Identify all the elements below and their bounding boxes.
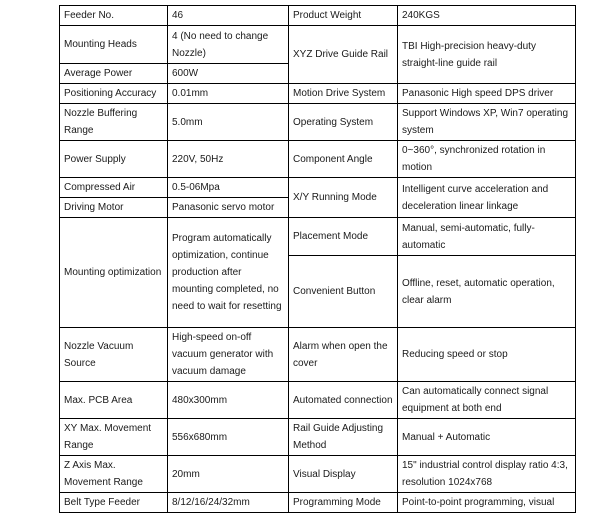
spec-value: 600W [168,64,289,84]
spec-label: Max. PCB Area [60,382,168,419]
spec-label: Feeder No. [60,6,168,26]
spec-label: Product Weight [289,6,398,26]
spec-label: Automated connection [289,382,398,419]
spec-value: 46 [168,6,289,26]
spec-value: Offline, reset, automatic operation, clear alarm [398,256,576,328]
table-row [60,382,576,419]
spec-label: Z Axis Max. Movement Range [60,456,168,493]
spec-label: Operating System [289,104,398,141]
spec-label: Visual Display [289,456,398,493]
spec-value: 4 (No need to change Nozzle) [168,26,289,64]
table-row [60,218,576,256]
spec-label: Mounting optimization [60,218,168,328]
spec-label: Average Power [60,64,168,84]
table-row [60,178,576,198]
spec-value: Support Windows XP, Win7 operating system [398,104,576,141]
table-row [60,6,576,26]
spec-value: 0~360°, synchronized rotation in motion [398,141,576,178]
table-row [60,456,576,493]
spec-label: Component Angle [289,141,398,178]
spec-value: 5.0mm [168,104,289,141]
spec-label: Compressed Air [60,178,168,198]
spec-label: XYZ Drive Guide Rail [289,26,398,84]
spec-value: 480x300mm [168,382,289,419]
spec-value: 15" industrial control display ratio 4:3, resolution 1024x768 [398,456,576,493]
spec-label: Programming Mode [289,493,398,513]
spec-value: Can automatically connect signal equipment at both end [398,382,576,419]
spec-label: Alarm when open the cover [289,328,398,382]
spec-label: Positioning Accuracy [60,84,168,104]
spec-label: XY Max. Movement Range [60,419,168,456]
spec-value: 240KGS [398,6,576,26]
table-row [60,493,576,513]
table-row [60,419,576,456]
spec-value: 20mm [168,456,289,493]
spec-label: Power Supply [60,141,168,178]
spec-label: Rail Guide Adjusting Method [289,419,398,456]
spec-label: Motion Drive System [289,84,398,104]
spec-value: Point-to-point programming, visual [398,493,576,513]
table-row [60,141,576,178]
spec-label: Belt Type Feeder [60,493,168,513]
spec-label: Mounting Heads [60,26,168,64]
table-row [60,328,576,382]
spec-label: X/Y Running Mode [289,178,398,218]
spec-value: TBI High-precision heavy-duty straight-line guide rail [398,26,576,84]
spec-value: Manual, semi-automatic, fully-automatic [398,218,576,256]
spec-table [59,5,576,513]
spec-value: 8/12/16/24/32mm [168,493,289,513]
spec-value: Panasonic servo motor [168,198,289,218]
spec-label: Nozzle Vacuum Source [60,328,168,382]
spec-value: 0.01mm [168,84,289,104]
spec-value: Intelligent curve acceleration and deceleration linear linkage [398,178,576,218]
spec-value: Reducing speed or stop [398,328,576,382]
table-row [60,26,576,64]
spec-value: 220V, 50Hz [168,141,289,178]
table-row [60,84,576,104]
table-row [60,104,576,141]
spec-value: Manual + Automatic [398,419,576,456]
spec-value: 556x680mm [168,419,289,456]
spec-label: Nozzle Buffering Range [60,104,168,141]
spec-label: Placement Mode [289,218,398,256]
spec-value: Program automatically optimization, continue production after mounting completed, no need to wait for resetting [168,218,289,328]
spec-value: 0.5-06Mpa [168,178,289,198]
spec-value: High-speed on-off vacuum generator with vacuum damage [168,328,289,382]
spec-value: Panasonic High speed DPS driver [398,84,576,104]
spec-label: Convenient Button [289,256,398,328]
spec-label: Driving Motor [60,198,168,218]
